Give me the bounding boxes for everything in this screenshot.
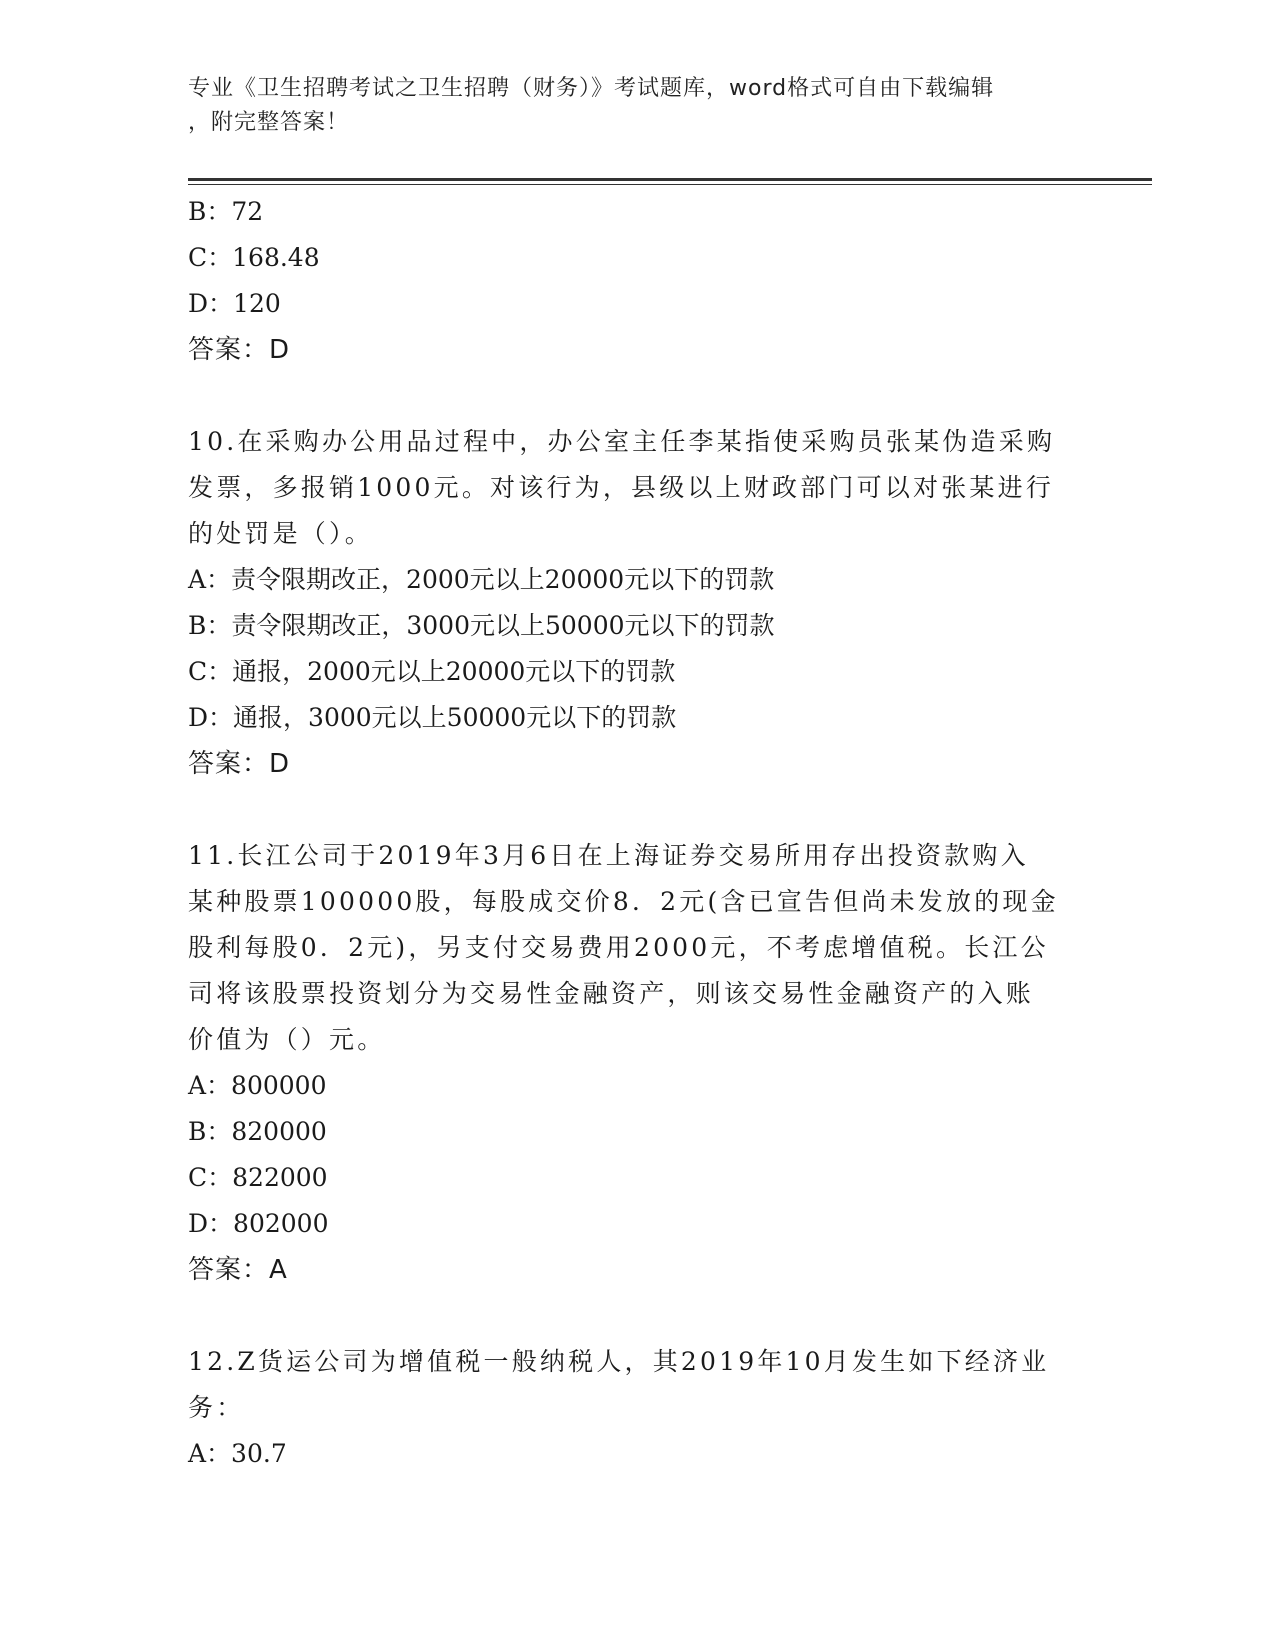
question-stem-line: 12.Z货运公司为增值税一般纳税人，其2019年10月发生如下经济业 <box>188 1347 1050 1376</box>
header-divider-thin <box>188 184 1152 185</box>
question-stem-line: 10.在采购办公用品过程中，办公室主任李某指使采购员张某伪造采购 <box>188 427 1056 456</box>
question-stem-line: 务： <box>188 1393 245 1422</box>
question-stem-line: 股利每股0．2元)，另支付交易费用2000元，不考虑增值税。长江公 <box>188 933 1049 962</box>
question-stem-line: 司将该股票投资划分为交易性金融资产，则该交易性金融资产的入账 <box>188 979 1035 1008</box>
option-a: A：责令限期改正，2000元以上20000元以下的罚款 <box>188 565 775 594</box>
option-c: C：822000 <box>188 1163 328 1192</box>
document-body <box>188 189 1088 1477</box>
answer-label: 答案：D <box>188 749 291 779</box>
header-divider-thick <box>188 178 1152 181</box>
option-d: D：120 <box>188 289 281 318</box>
header-title-line-1: 专业《卫生招聘考试之卫生招聘（财务）》考试题库，word格式可自由下载编辑 <box>188 76 995 101</box>
answer-label: 答案：A <box>188 1255 288 1285</box>
question-stem-line: 价值为（）元。 <box>188 1025 386 1054</box>
question-stem-line: 11.长江公司于2019年3月6日在上海证券交易所用存出投资款购入 <box>188 841 1029 870</box>
option-b: B：72 <box>188 197 264 226</box>
document-header <box>188 72 1068 140</box>
question-9-continued <box>188 189 1088 373</box>
question-stem-line: 发票，多报销1000元。对该行为，县级以上财政部门可以对张某进行 <box>188 473 1055 502</box>
option-d: D：通报，3000元以上50000元以下的罚款 <box>188 703 677 732</box>
option-b: B：820000 <box>188 1117 327 1146</box>
question-stem-line: 的处罚是（）。 <box>188 519 373 548</box>
option-d: D：802000 <box>188 1209 329 1238</box>
header-title-line-2: ，附完整答案！ <box>188 110 350 135</box>
option-a: A：30.7 <box>188 1439 287 1468</box>
option-b: B：责令限期改正，3000元以上50000元以下的罚款 <box>188 611 775 640</box>
question-12 <box>188 1339 1088 1477</box>
option-c: C：通报，2000元以上20000元以下的罚款 <box>188 657 676 686</box>
question-10 <box>188 419 1088 787</box>
question-stem-line: 某种股票100000股，每股成交价8．2元(含已宣告但尚未发放的现金 <box>188 887 1059 916</box>
question-11 <box>188 833 1088 1293</box>
option-a: A：800000 <box>188 1071 327 1100</box>
option-c: C：168.48 <box>188 243 320 272</box>
answer-label: 答案：D <box>188 335 291 365</box>
